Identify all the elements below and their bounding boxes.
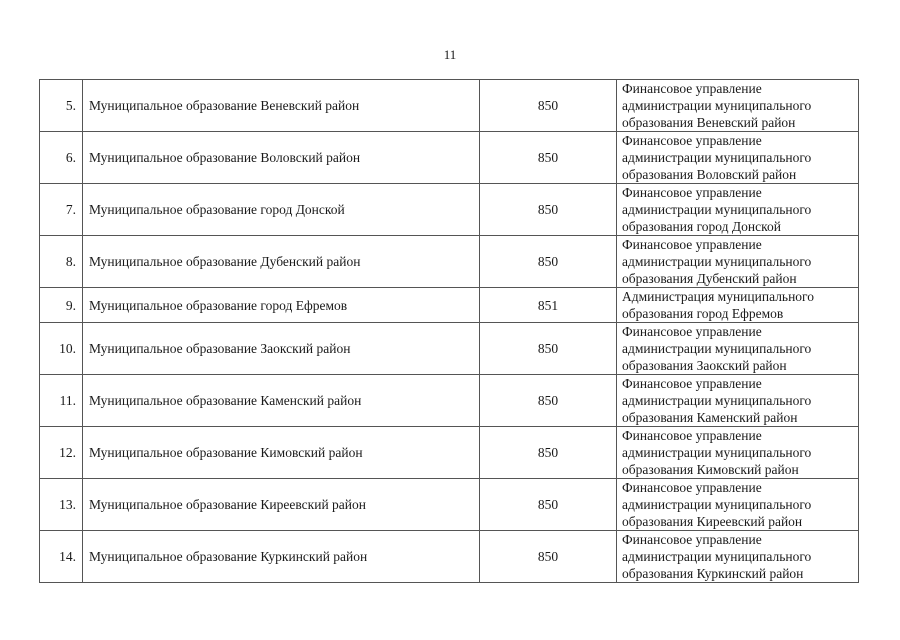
admin-code-cell: 850 [480, 323, 617, 375]
administrator-line: Финансовое управление [622, 237, 762, 252]
administrator-line: образования Заокский район [622, 358, 787, 373]
admin-code-cell: 850 [480, 184, 617, 236]
table-row [40, 479, 859, 531]
administrator-line: образования город Ефремов [622, 306, 784, 321]
row-number-cell: 12. [40, 427, 83, 479]
row-number-cell: 7. [40, 184, 83, 236]
admin-code-cell: 851 [480, 288, 617, 323]
table-row [40, 80, 859, 132]
table-row [40, 236, 859, 288]
administrator-line: образования Куркинский район [622, 566, 804, 581]
row-number-cell: 6. [40, 132, 83, 184]
table-row [40, 288, 859, 323]
administrator-line: Финансовое управление [622, 480, 762, 495]
administrator-line: образования Каменский район [622, 410, 798, 425]
admin-code-cell: 850 [480, 531, 617, 583]
admin-code-cell: 850 [480, 80, 617, 132]
table-row [40, 323, 859, 375]
administrator-line: администрации муниципального [622, 341, 812, 356]
administrator-cell [617, 323, 859, 375]
admin-code-cell: 850 [480, 236, 617, 288]
admin-code-cell: 850 [480, 375, 617, 427]
administrator-line: образования Воловский район [622, 167, 797, 182]
administrator-line: образования Веневский район [622, 115, 796, 130]
admin-code-cell: 850 [480, 427, 617, 479]
registry-table-body [40, 80, 859, 583]
administrator-cell [617, 479, 859, 531]
administrator-line: Финансовое управление [622, 133, 762, 148]
admin-code-cell: 850 [480, 479, 617, 531]
municipality-name-cell: Муниципальное образование Заокский район [83, 323, 480, 375]
administrator-line: администрации муниципального [622, 445, 812, 460]
administrator-line: образования город Донской [622, 219, 781, 234]
registry-table [39, 79, 859, 583]
administrator-cell [617, 288, 859, 323]
municipality-name-cell: Муниципальное образование Дубенский район [83, 236, 480, 288]
row-number-cell: 14. [40, 531, 83, 583]
municipality-name-cell: Муниципальное образование Киреевский район [83, 479, 480, 531]
administrator-line: Администрация муниципального [622, 289, 815, 304]
municipality-name-cell: Муниципальное образование город Ефремов [83, 288, 480, 323]
administrator-line: Финансовое управление [622, 376, 762, 391]
administrator-line: администрации муниципального [622, 393, 812, 408]
table-row [40, 375, 859, 427]
administrator-line: администрации муниципального [622, 549, 812, 564]
administrator-line: образования Кимовский район [622, 462, 799, 477]
municipality-name-cell: Муниципальное образование город Донской [83, 184, 480, 236]
municipality-name-cell: Муниципальное образование Воловский район [83, 132, 480, 184]
municipality-name-cell: Муниципальное образование Каменский район [83, 375, 480, 427]
row-number-cell: 13. [40, 479, 83, 531]
administrator-cell [617, 236, 859, 288]
administrator-line: администрации муниципального [622, 497, 812, 512]
row-number-cell: 5. [40, 80, 83, 132]
administrator-line: администрации муниципального [622, 254, 812, 269]
table-row [40, 132, 859, 184]
administrator-cell [617, 531, 859, 583]
administrator-line: администрации муниципального [622, 98, 812, 113]
administrator-line: Финансовое управление [622, 428, 762, 443]
administrator-line: Финансовое управление [622, 185, 762, 200]
administrator-line: Финансовое управление [622, 532, 762, 547]
municipality-name-cell: Муниципальное образование Кимовский район [83, 427, 480, 479]
administrator-cell [617, 80, 859, 132]
administrator-line: Финансовое управление [622, 81, 762, 96]
municipality-name-cell: Муниципальное образование Веневский район [83, 80, 480, 132]
row-number-cell: 9. [40, 288, 83, 323]
administrator-line: образования Киреевский район [622, 514, 803, 529]
administrator-cell [617, 375, 859, 427]
administrator-line: образования Дубенский район [622, 271, 797, 286]
table-row [40, 184, 859, 236]
administrator-line: Финансовое управление [622, 324, 762, 339]
page-number: 11 [443, 47, 457, 62]
table-row [40, 427, 859, 479]
table-row [40, 531, 859, 583]
administrator-cell [617, 427, 859, 479]
administrator-cell [617, 184, 859, 236]
administrator-line: администрации муниципального [622, 202, 812, 217]
municipality-name-cell: Муниципальное образование Куркинский район [83, 531, 480, 583]
admin-code-cell: 850 [480, 132, 617, 184]
administrator-cell [617, 132, 859, 184]
row-number-cell: 8. [40, 236, 83, 288]
row-number-cell: 11. [40, 375, 83, 427]
row-number-cell: 10. [40, 323, 83, 375]
administrator-line: администрации муниципального [622, 150, 812, 165]
